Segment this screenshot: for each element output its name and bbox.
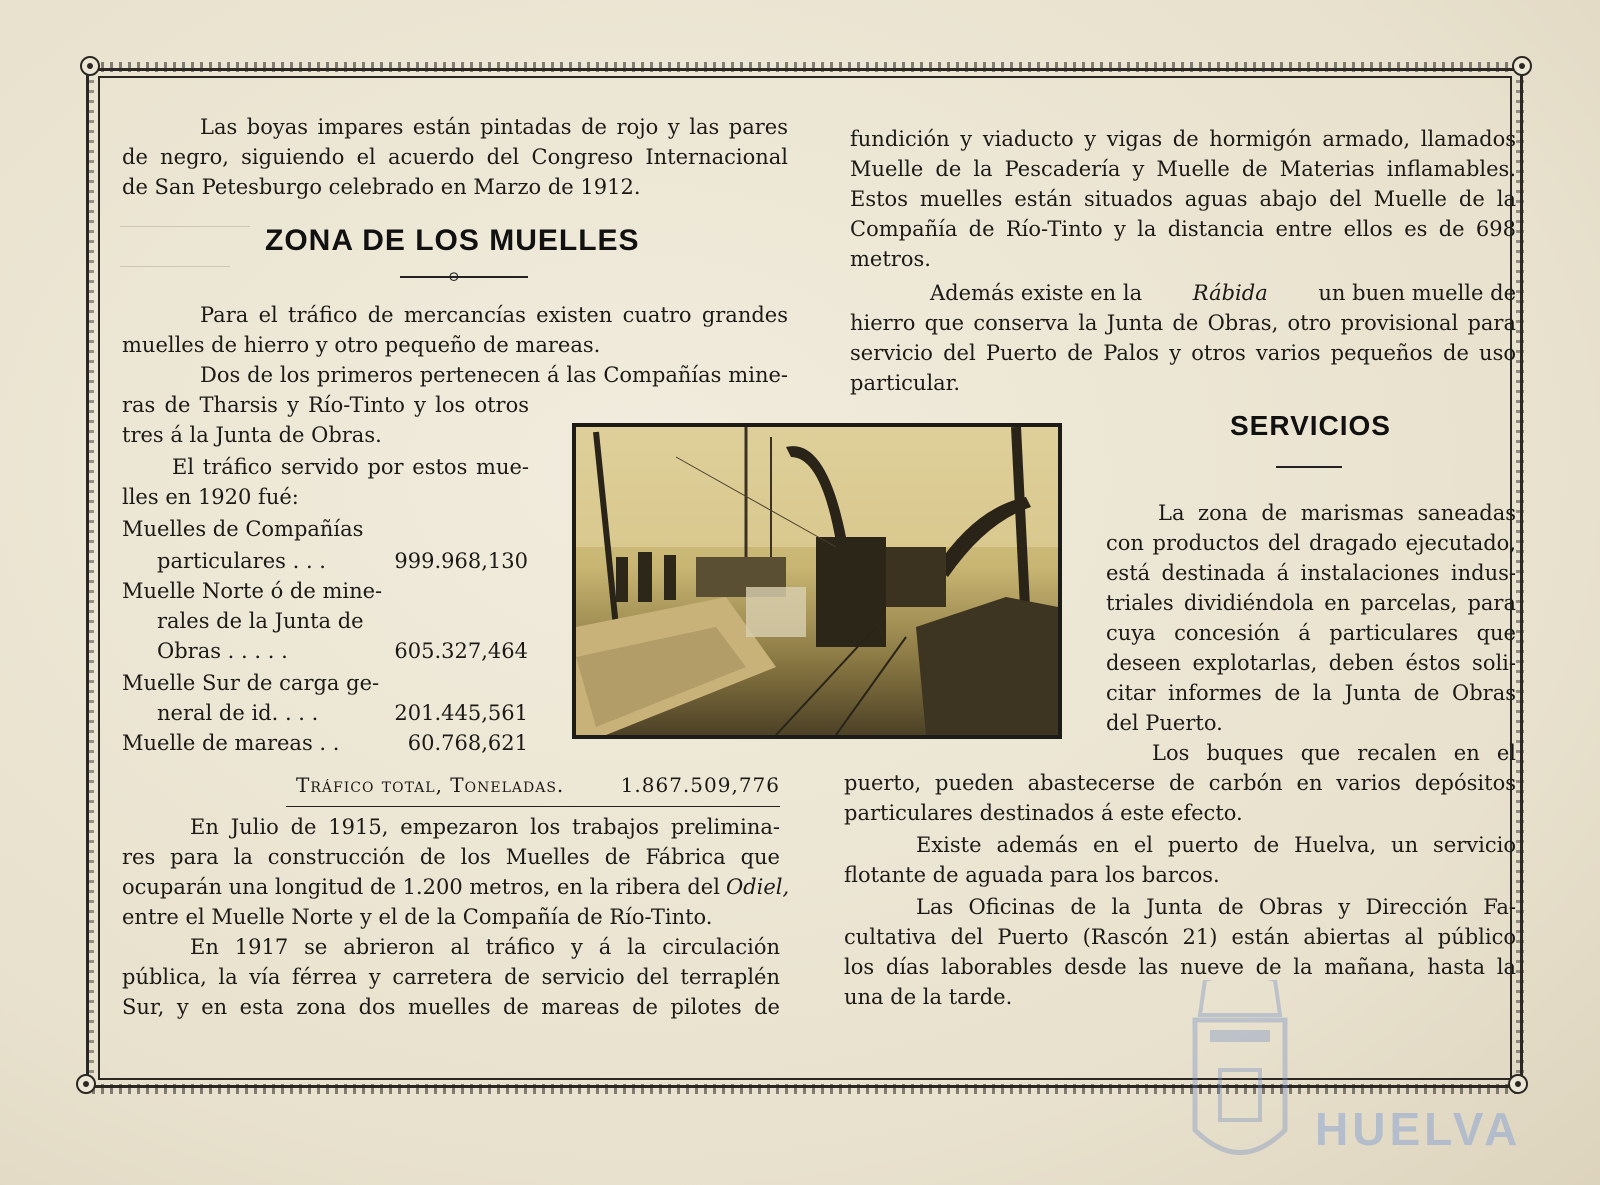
traffic-total — [296, 773, 780, 797]
paragraph-line: Las Oficinas de la Junta de Obras y Dirección Fa- — [916, 895, 1516, 919]
paragraph-line-with-italic — [930, 278, 1516, 308]
paragraph-line: citar informes de la Junta de Obras — [1106, 681, 1516, 705]
paragraph-line: Sur, y en esta zona dos muelles de mareas de pilotes de — [122, 995, 780, 1019]
rule-ornament: ⊙ — [448, 269, 460, 285]
worker-figure — [638, 552, 652, 602]
paragraph-line: tres á la Junta de Obras. — [122, 423, 382, 447]
paragraph-line: entre el Muelle Norte y el de la Compañía de Río-Tinto. — [122, 905, 713, 929]
traffic-table-value: 605.327,464 — [394, 639, 528, 663]
traffic-table-label: Obras . . . . . — [157, 639, 288, 663]
paragraph-line: cultativa del Puerto (Rascón 21) están abiertas al público — [844, 925, 1516, 949]
crane-body — [816, 537, 886, 647]
paragraph-line: muelles de hierro y otro pequeño de mareas. — [122, 333, 601, 357]
quay-wall — [916, 597, 1058, 735]
traffic-table-value: 999.968,130 — [394, 549, 528, 573]
paragraph-line: hierro que conserva la Junta de Obras, otro provisional para — [850, 311, 1516, 335]
paragraph-line: los días laborables desde las nueve de la mañana, hasta la — [844, 955, 1516, 979]
traffic-table-label: Muelles de Compañías — [122, 517, 364, 541]
heading-servicios: SERVICIOS — [1230, 410, 1391, 441]
traffic-table-label: particulares . . . — [157, 549, 326, 573]
paragraph-line: Los buques que recalen en el — [1152, 741, 1516, 765]
traffic-table-label: Muelle de mareas . . — [122, 731, 340, 755]
paragraph-line: Estos muelles están situados aguas abajo del Muelle de la — [850, 187, 1516, 211]
frame-corner-ornament — [76, 1074, 96, 1094]
paragraph-line: una de la tarde. — [844, 985, 1013, 1009]
worker-figure — [664, 555, 676, 600]
paragraph-line: Para el tráfico de mercancías existen cuatro grandes — [200, 303, 788, 327]
paragraph-line-with-italic — [122, 872, 790, 902]
paragraph-text: Además existe en la — [930, 281, 1143, 305]
paragraph-line: En Julio de 1915, empezaron los trabajos prelimina- — [190, 815, 780, 839]
intro-line: de negro, siguiendo el acuerdo del Congreso Internacional — [122, 145, 788, 169]
total-rule — [286, 806, 780, 807]
traffic-total-value: 1.867.509,776 — [620, 773, 780, 797]
bleed-through-mark — [120, 266, 230, 267]
paragraph-line: del Puerto. — [1106, 711, 1223, 735]
traffic-table-label: Muelle Sur de carga ge- — [122, 671, 380, 695]
frame-corner-ornament — [80, 56, 100, 76]
traffic-table-label: rales de la Junta de — [157, 609, 364, 633]
harbor-photo-illustration — [576, 427, 1058, 735]
paragraph-line: triales dividiéndola en parcelas, para — [1106, 591, 1516, 615]
traffic-table-label: Muelle Norte ó de mine- — [122, 579, 383, 603]
paragraph-line: particular. — [850, 371, 961, 395]
heading-rule — [1276, 466, 1342, 468]
huelva-watermark-text: HUELVA — [1315, 1103, 1522, 1155]
paragraph-line: está destinada á instalaciones indus- — [1106, 561, 1516, 585]
harbor-photo — [572, 423, 1062, 739]
paragraph-line: Existe además en el puerto de Huelva, un servicio — [916, 833, 1516, 857]
traffic-table-value: 201.445,561 — [394, 701, 528, 725]
traffic-table-value: 60.768,621 — [407, 731, 528, 755]
paragraph-line: Dos de los primeros pertenecen á las Compañías mine- — [200, 363, 788, 387]
rabida-italic: Rábida — [1192, 281, 1268, 305]
machinery — [886, 547, 946, 607]
worker-figure — [616, 557, 628, 602]
paragraph-text: ocuparán una longitud de 1.200 metros, en la ribera del — [122, 875, 720, 899]
paragraph-line: La zona de marismas saneadas — [1158, 501, 1516, 525]
paragraph-line: Muelle de la Pescadería y Muelle de Materias inflamables. — [850, 157, 1516, 181]
paragraph-line: metros. — [850, 247, 931, 271]
paragraph-line: lles en 1920 fué: — [122, 485, 299, 509]
odiel-italic: Odiel, — [725, 875, 790, 899]
traffic-total-label: Tráfico total, Toneladas. — [296, 773, 565, 797]
paragraph-line: deseen explotarlas, deben éstos soli- — [1106, 651, 1516, 675]
paragraph-line: flotante de aguada para los barcos. — [844, 863, 1220, 887]
paragraph-line: fundición y viaducto y vigas de hormigón armado, llamados — [850, 127, 1516, 151]
traffic-table-label: neral de id. . . . — [157, 701, 319, 725]
paragraph-line: En 1917 se abrieron al tráfico y á la circulación — [190, 935, 780, 959]
paragraph-line: pública, la vía férrea y carretera de servicio del terraplén — [122, 965, 780, 989]
bleed-through-mark — [120, 226, 250, 227]
frame-corner-ornament — [1512, 56, 1532, 76]
paragraph-line: cuya concesión á particulares que — [1106, 621, 1516, 645]
heading-zona-muelles: ZONA DE LOS MUELLES — [265, 224, 640, 257]
cargo-crate — [746, 587, 806, 637]
heading-rule — [400, 276, 528, 278]
paragraph-line: ras de Tharsis y Río-Tinto y los otros — [122, 393, 529, 417]
intro-line: de San Petesburgo celebrado en Marzo de 1912. — [122, 175, 641, 199]
paragraph-line: particulares destinados á este efecto. — [844, 801, 1243, 825]
paragraph-line: res para la construcción de los Muelles de Fábrica que — [122, 845, 780, 869]
paragraph-line: servicio del Puerto de Palos y otros varios pequeños de uso — [850, 341, 1516, 365]
paragraph-line: puerto, pueden abastecerse de carbón en varios depósitos — [844, 771, 1516, 795]
paragraph-line: Compañía de Río-Tinto y la distancia entre ellos es de 698 — [850, 217, 1516, 241]
paragraph-text: un buen muelle de — [1318, 281, 1516, 305]
paragraph-line: con productos del dragado ejecutado, — [1106, 531, 1516, 555]
paragraph-line: El tráfico servido por estos mue- — [172, 455, 529, 479]
intro-line: Las boyas impares están pintadas de rojo y las pares — [200, 115, 788, 139]
